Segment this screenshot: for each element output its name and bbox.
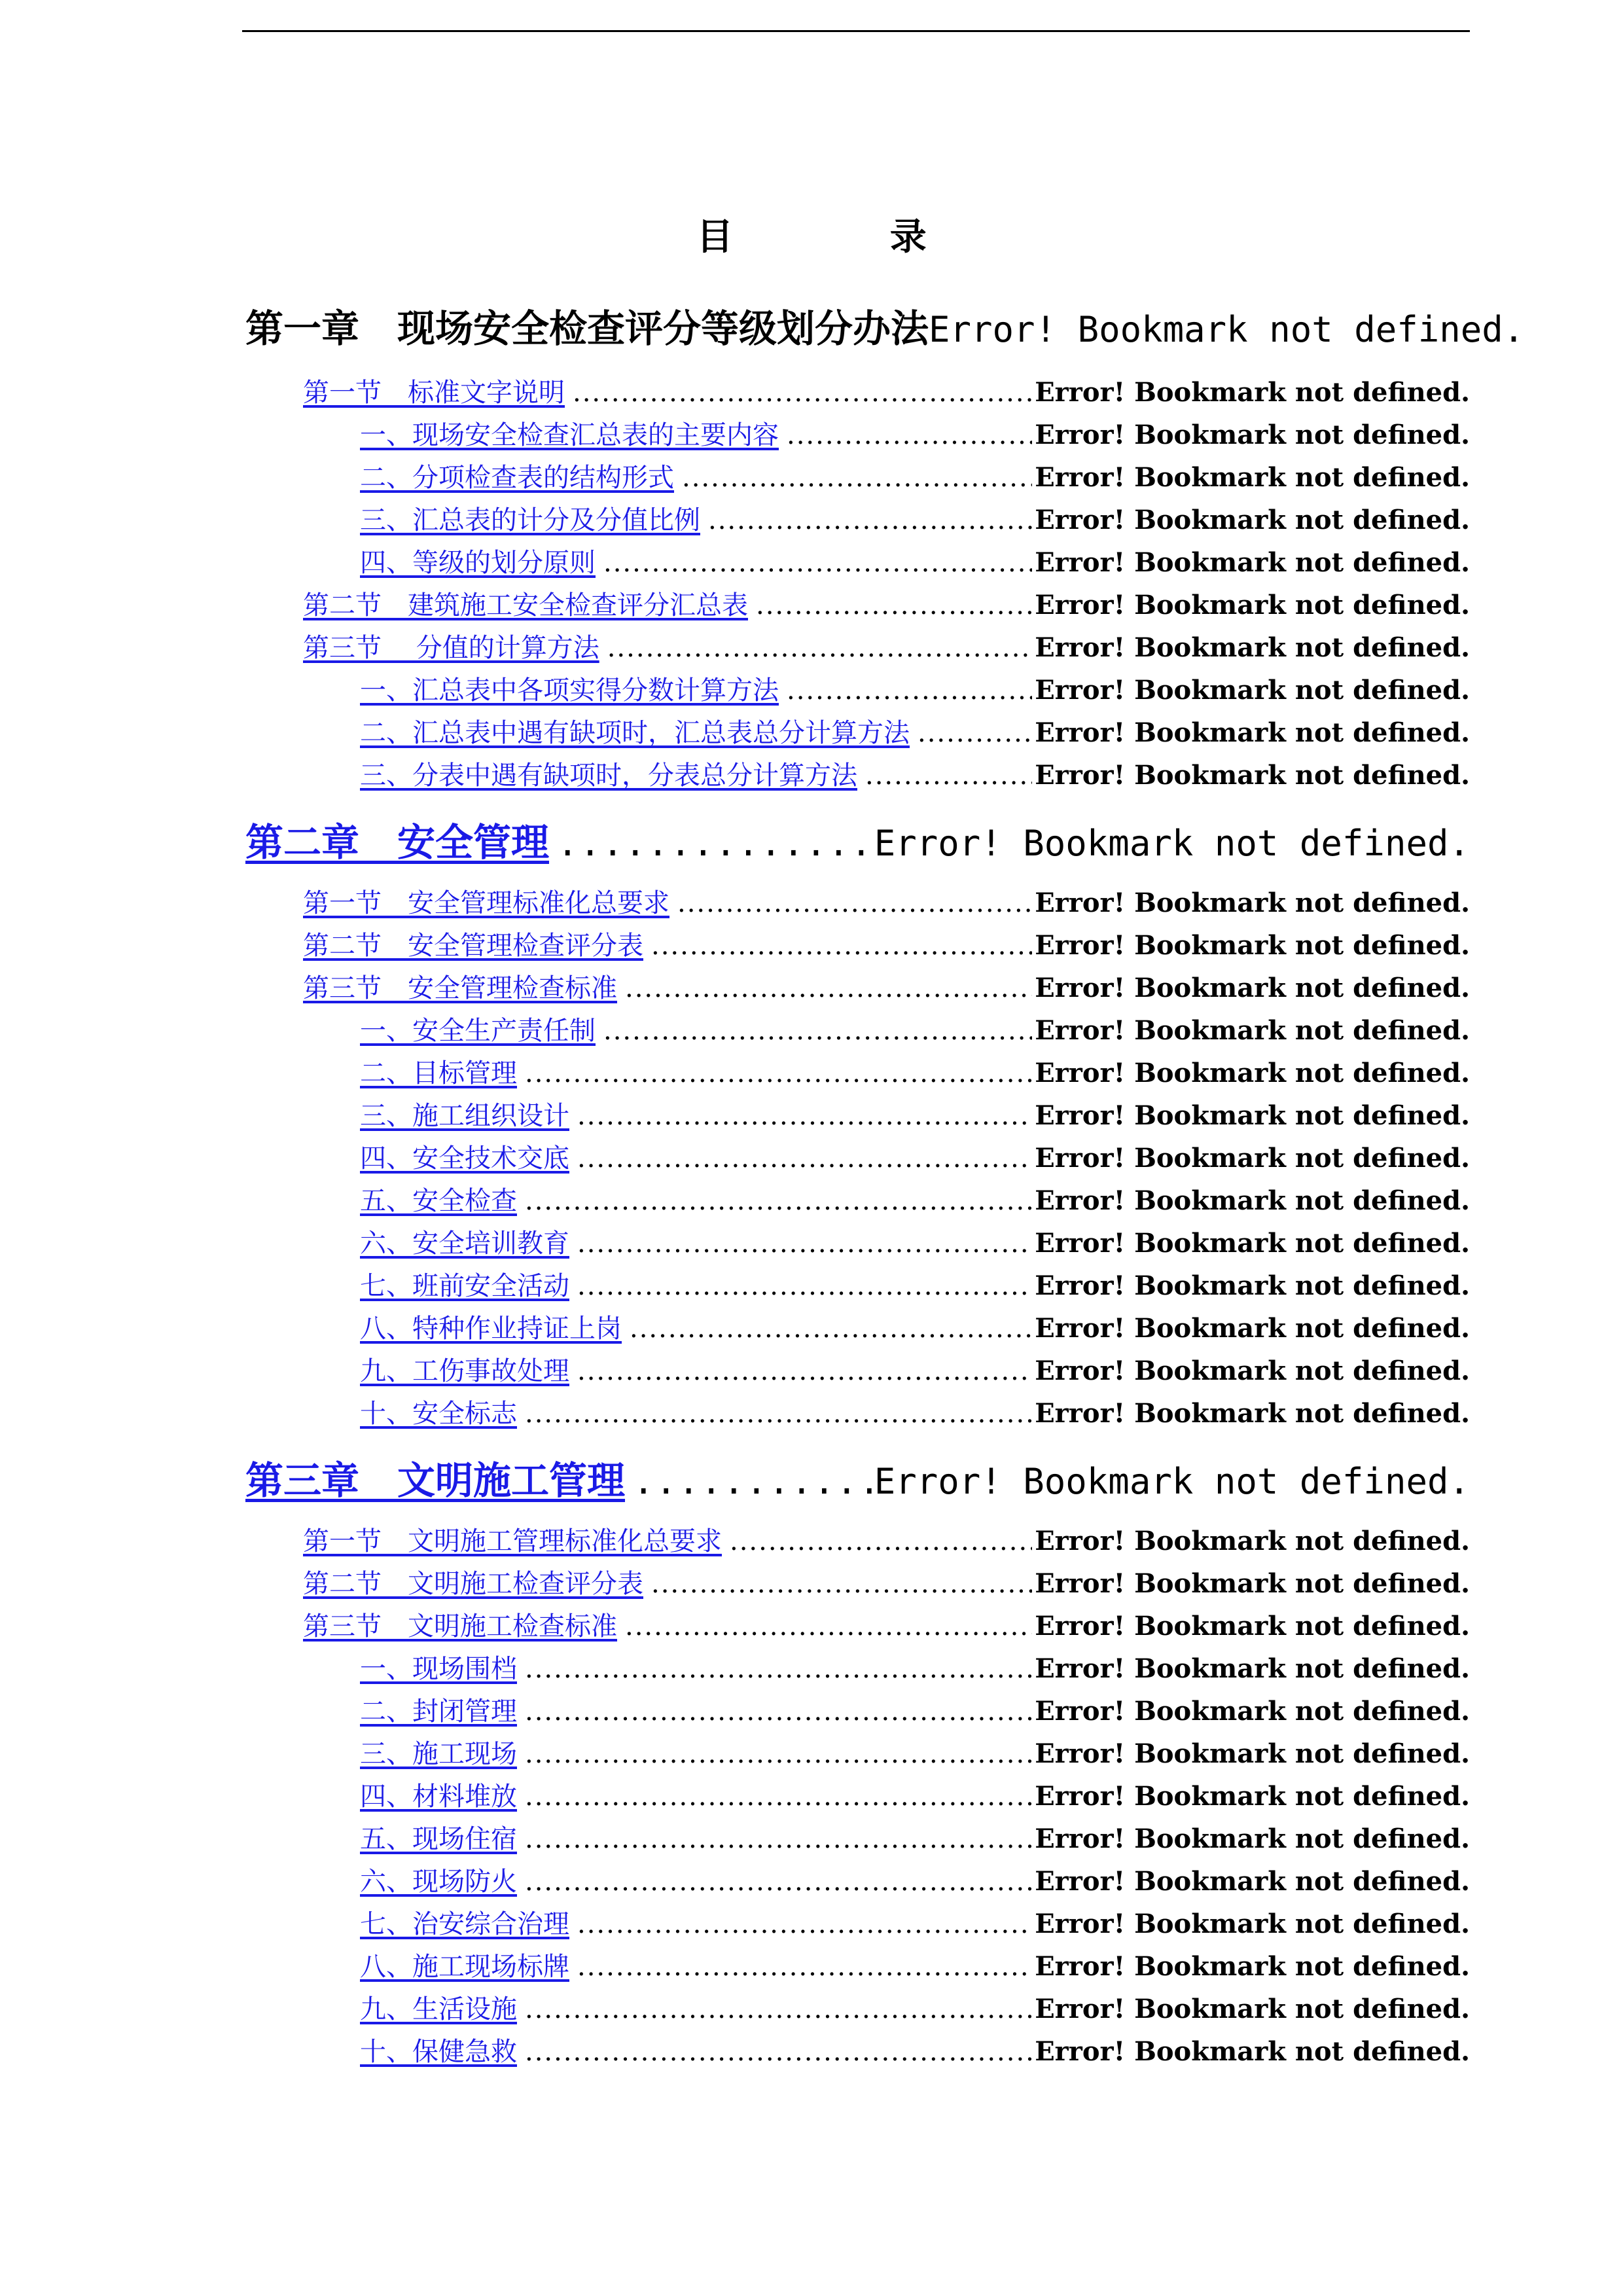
dot-leader [625,1611,1032,1641]
dot-leader [787,420,1032,450]
toc-page-ref: Error! Bookmark not defined. [1035,420,1470,450]
toc-link[interactable]: 四、材料堆放 [360,1782,517,1812]
dot-leader [730,1526,1032,1556]
dot-leader [573,378,1032,408]
dot-leader [525,1867,1032,1897]
toc-subsection[interactable] [360,712,1470,749]
toc-link[interactable]: 第三节 安全管理检查标准 [303,973,617,1003]
dot-leader [525,1696,1032,1727]
dot-leader [603,548,1032,578]
toc-chapter-2[interactable] [245,812,1470,867]
dot-leader [577,1271,1032,1301]
dot-leader [525,1399,1032,1429]
toc-subsection[interactable] [360,1733,1470,1770]
toc-subsection[interactable] [360,2031,1470,2068]
toc-link[interactable]: 六、安全培训教育 [360,1229,569,1259]
toc-page-ref: Error! Bookmark not defined. [1035,1228,1470,1259]
toc-title: 目 录 [696,216,927,259]
dot-leader [625,973,1032,1003]
toc-link[interactable]: 一、现场围档 [360,1654,517,1684]
toc-page-ref: Error! Bookmark not defined. [1035,2036,1470,2067]
toc-section[interactable] [303,584,1470,622]
toc-subsection[interactable] [360,1010,1470,1047]
toc-page-ref: Error! Bookmark not defined. [1035,1611,1470,1641]
toc-link[interactable]: 三、分表中遇有缺项时，分表总分计算方法 [360,761,857,791]
toc-subsection[interactable] [360,1095,1470,1132]
dot-leader [865,761,1032,791]
dot-leader [577,1356,1032,1386]
toc-page-ref: Error! Bookmark not defined. [1035,1909,1470,1939]
toc-page-ref: Error! Bookmark not defined. [1035,973,1470,1003]
dot-leader [633,1461,872,1502]
toc-link[interactable]: 三、施工现场 [360,1739,517,1769]
toc-page-ref: Error! Bookmark not defined. [1035,1100,1470,1131]
toc-subsection[interactable] [360,670,1470,707]
toc-subsection[interactable] [360,1946,1470,1983]
toc-page-ref: Error! Bookmark not defined. [874,823,1470,864]
toc-link[interactable]: 八、特种作业持证上岗 [360,1314,622,1344]
toc-page-ref: Error! Bookmark not defined. [1035,1696,1470,1727]
toc-page-ref: Error! Bookmark not defined. [1035,1058,1470,1088]
dot-leader [918,718,1032,748]
toc-subsection[interactable] [360,457,1470,494]
toc-link[interactable]: 九、生活设施 [360,1994,517,2024]
dot-leader [787,675,1032,706]
dot-leader [525,1782,1032,1812]
toc-section[interactable] [303,882,1470,920]
toc-link[interactable]: 第一节 安全管理标准化总要求 [303,888,669,918]
toc-page-ref: Error! Bookmark not defined. [1035,1738,1470,1769]
toc-page-ref: Error! Bookmark not defined. [1035,1185,1470,1216]
toc-page-ref: Error! Bookmark not defined. [1035,930,1470,961]
toc-subsection[interactable] [360,1265,1470,1302]
toc-link[interactable]: 第三节 文明施工检查标准 [303,1611,617,1641]
toc-subsection[interactable] [360,542,1470,579]
toc-link[interactable]: 七、治安综合治理 [360,1909,569,1939]
dot-leader [557,823,872,864]
toc-link[interactable]: 十、安全标志 [360,1399,517,1429]
toc-page-ref: Error! Bookmark not defined. [1035,547,1470,578]
toc-link[interactable]: 八、施工现场标牌 [360,1952,569,1982]
dot-leader [577,1143,1032,1174]
toc-page-ref: Error! Bookmark not defined. [1035,1823,1470,1854]
toc-page-ref: Error! Bookmark not defined. [1035,1951,1470,1982]
toc-link[interactable]: 七、班前安全活动 [360,1271,569,1301]
toc-link[interactable]: 第三节 分值的计算方法 [303,633,599,663]
toc-subsection[interactable] [360,1861,1470,1898]
toc-page-ref: Error! Bookmark not defined. [1035,632,1470,663]
toc-page-ref: Error! Bookmark not defined. [1035,590,1470,620]
toc-link[interactable]: 第二节 建筑施工安全检查评分汇总表 [303,590,748,620]
toc-page-ref: Error! Bookmark not defined. [1035,1526,1470,1556]
toc-link[interactable]: 二、汇总表中遇有缺项时，汇总表总分计算方法 [360,718,910,748]
toc-link[interactable]: 四、等级的划分原则 [360,548,596,578]
toc-subsection[interactable] [360,1052,1470,1090]
dot-leader [603,1016,1032,1046]
toc-link[interactable]: 九、工伤事故处理 [360,1356,569,1386]
toc-link[interactable]: 三、汇总表的计分及分值比例 [360,505,700,535]
toc-section[interactable] [303,1605,1470,1643]
toc-link[interactable]: 二、目标管理 [360,1058,517,1088]
toc-subsection[interactable] [360,499,1470,537]
dot-leader [708,505,1032,535]
dot-leader [577,1101,1032,1131]
toc-page-ref: Error! Bookmark not defined. [1035,1313,1470,1344]
toc-link[interactable]: 五、现场住宿 [360,1824,517,1854]
toc-link[interactable]: 第二章 安全管理 [245,820,550,865]
toc-page-ref: Error! Bookmark not defined. [1035,1398,1470,1429]
header-rule [242,30,1470,32]
toc-page-ref: Error! Bookmark not defined. [1035,462,1470,493]
dot-leader [525,1186,1032,1216]
toc-subsection[interactable] [360,1776,1470,1813]
toc-link[interactable]: 五、安全检查 [360,1186,517,1216]
dot-leader [577,1229,1032,1259]
toc-subsection[interactable] [360,1308,1470,1345]
toc-subsection[interactable] [360,1903,1470,1941]
dot-leader [756,590,1032,620]
toc-subsection[interactable] [360,1138,1470,1175]
dot-leader [682,463,1032,493]
toc-page-ref: Error! Bookmark not defined. [1035,505,1470,535]
toc-subsection[interactable] [360,1818,1470,1856]
toc-page-ref: Error! Bookmark not defined. [1035,1270,1470,1301]
dot-leader [525,2037,1032,2067]
dot-leader [525,1994,1032,2024]
toc-subsection[interactable] [360,1393,1470,1430]
toc-subsection[interactable] [360,1648,1470,1685]
toc-link[interactable]: 四、安全技术交底 [360,1143,569,1174]
toc-link[interactable]: 一、汇总表中各项实得分数计算方法 [360,675,779,706]
toc-page-ref: Error! Bookmark not defined. [1035,888,1470,918]
toc-chapter-1[interactable] [245,298,1525,353]
toc-page-ref: Error! Bookmark not defined. [1035,1355,1470,1386]
toc-subsection[interactable] [360,1180,1470,1217]
toc-section[interactable] [303,1520,1470,1558]
toc-page-ref: Error! Bookmark not defined. [1035,1994,1470,2024]
toc-chapter-3[interactable] [245,1450,1470,1505]
toc-page-ref: Error! Bookmark not defined. [929,309,1525,350]
dot-leader [525,1824,1032,1854]
dot-leader [677,888,1032,918]
toc-link[interactable]: 一、安全生产责任制 [360,1016,596,1046]
toc-section[interactable] [303,967,1470,1005]
dot-leader [651,931,1032,961]
dot-leader [630,1314,1032,1344]
toc-section[interactable] [303,372,1470,409]
toc-page-ref: Error! Bookmark not defined. [1035,1653,1470,1684]
toc-section[interactable] [303,925,1470,962]
toc-link[interactable]: 三、施工组织设计 [360,1101,569,1131]
toc-page-ref: Error! Bookmark not defined. [1035,1781,1470,1812]
toc-section[interactable] [303,627,1470,664]
toc-link[interactable]: 第三章 文明施工管理 [245,1458,626,1503]
toc-subsection[interactable] [360,1350,1470,1388]
toc-link[interactable]: 六、现场防火 [360,1867,517,1897]
dot-leader [525,1058,1032,1088]
dot-leader [651,1569,1032,1599]
dot-leader [577,1952,1032,1982]
toc-page-ref: Error! Bookmark not defined. [1035,1866,1470,1897]
toc-link[interactable]: 二、分项检查表的结构形式 [360,463,674,493]
dot-leader [607,633,1032,663]
toc-subsection[interactable] [360,1223,1470,1260]
toc-section[interactable] [303,1563,1470,1600]
toc-link[interactable]: 第一节 标准文字说明 [303,378,565,408]
toc-link[interactable]: 第二节 文明施工检查评分表 [303,1569,643,1599]
toc-page-ref: Error! Bookmark not defined. [1035,1568,1470,1599]
toc-link[interactable]: 二、封闭管理 [360,1696,517,1727]
dot-leader [577,1909,1032,1939]
toc-link[interactable]: 第二节 安全管理检查评分表 [303,931,643,961]
toc-subsection[interactable] [360,414,1470,452]
toc-page-ref: Error! Bookmark not defined. [1035,717,1470,748]
toc-page-ref: Error! Bookmark not defined. [1035,377,1470,408]
toc-link[interactable]: 第一节 文明施工管理标准化总要求 [303,1526,722,1556]
toc-page-ref: Error! Bookmark not defined. [1035,760,1470,791]
toc-link[interactable]: 一、现场安全检查汇总表的主要内容 [360,420,779,450]
toc-subsection[interactable] [360,1988,1470,2026]
toc-subsection[interactable] [360,755,1470,792]
toc-subsection[interactable] [360,1691,1470,1728]
toc-page-ref: Error! Bookmark not defined. [874,1461,1470,1502]
toc-chapter-label: 第一章 现场安全检查评分等级划分办法 [245,306,929,351]
dot-leader [525,1654,1032,1684]
toc-link[interactable]: 十、保健急救 [360,2037,517,2067]
toc-page-ref: Error! Bookmark not defined. [1035,675,1470,706]
dot-leader [525,1739,1032,1769]
toc-page-ref: Error! Bookmark not defined. [1035,1015,1470,1046]
toc-page-ref: Error! Bookmark not defined. [1035,1143,1470,1174]
